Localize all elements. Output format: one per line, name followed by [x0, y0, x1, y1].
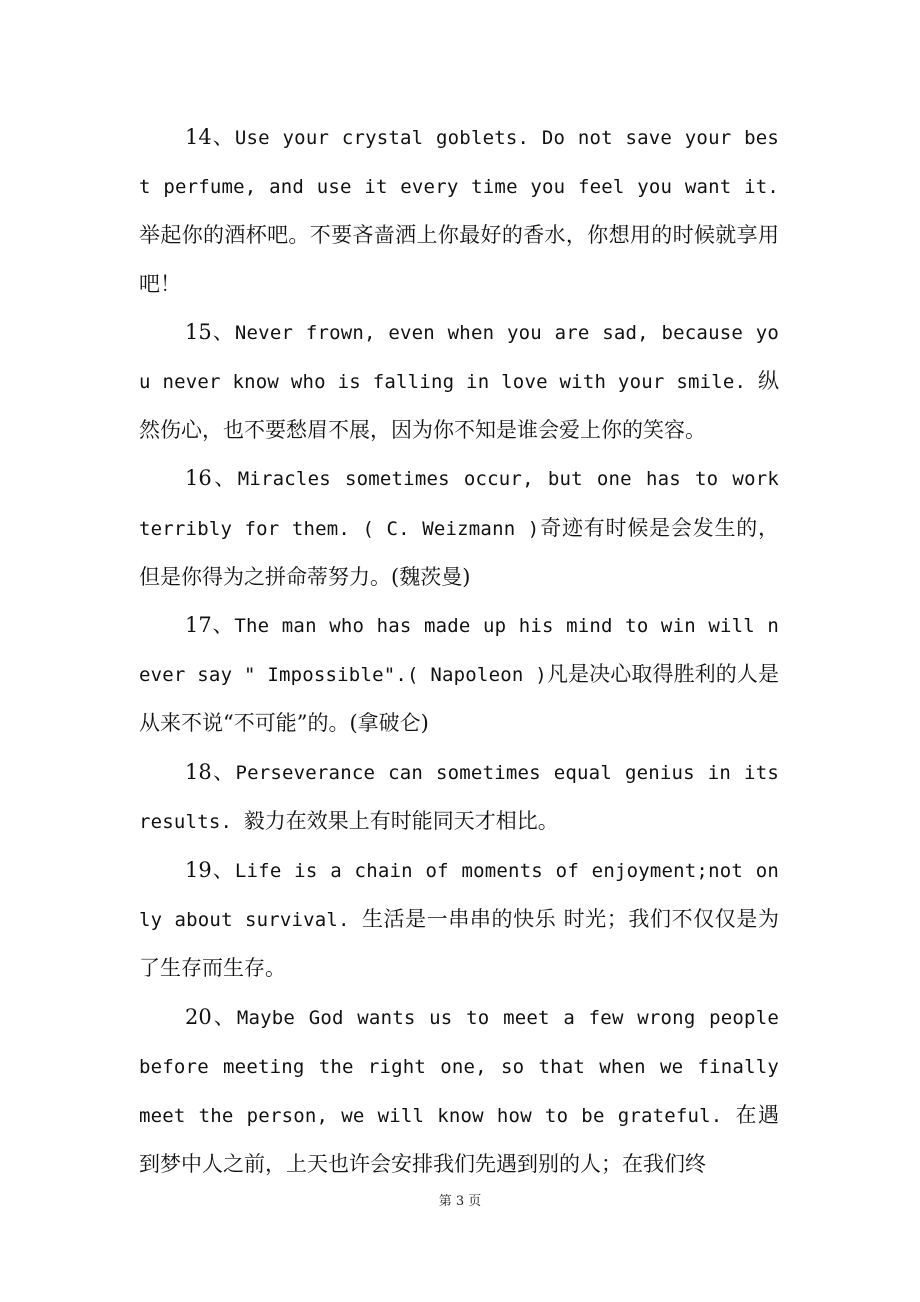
- english-text: Use your crystal goblets. Do not save your best perfume, and use it every time you feel you want it.: [139, 127, 779, 199]
- paragraph-15: [139, 308, 779, 455]
- paragraph-number: 16、: [185, 466, 238, 491]
- page-number-footer: 第 3 页: [438, 1194, 482, 1209]
- chinese-text: 毅力在效果上有时能同天才相比。: [243, 808, 559, 833]
- paragraph-number: 19、: [185, 858, 235, 883]
- paragraph-17: [139, 601, 779, 748]
- english-text: Maybe God wants us to meet a few wrong people before meeting the right one, so that when we finally meet the person, we will know how to be grateful.: [139, 1006, 779, 1128]
- english-text: Never frown, even when you are sad, because you never know who is falling in love with your smile.: [139, 321, 779, 394]
- chinese-text: 生活是一串串的快乐 时光；我们不仅仅是为了生存而生存。: [139, 907, 779, 981]
- paragraph-20: [139, 993, 779, 1189]
- chinese-text: 凡是决心取得胜利的人是从来不说“不可能”的。(拿破仑): [139, 662, 779, 736]
- english-text: Perseverance can sometimes equal genius in its results.: [139, 761, 779, 833]
- english-text: Miracles sometimes occur, but one has to work terribly for them. ( C. Weizmann ): [139, 468, 779, 540]
- paragraph-number: 14、: [185, 125, 235, 149]
- english-text: The man who has made up his mind to win will never say " Impossible".( Napoleon ): [139, 615, 779, 687]
- chinese-text: 在遇到梦中人之前，上天也许会安排我们先遇到别的人；在我们终: [139, 1103, 780, 1177]
- document-body: [139, 113, 779, 1188]
- paragraph-19: [139, 846, 779, 993]
- paragraph-number: 20、: [185, 1004, 237, 1029]
- chinese-text: 举起你的酒杯吧。不要吝啬洒上你最好的香水，你想用的时候就享用吧！: [139, 223, 779, 296]
- chinese-text: 纵然伤心，也不要愁眉不展，因为你不知是谁会爱上你的笑容。: [139, 369, 779, 443]
- paragraph-14: [139, 113, 779, 308]
- paragraph-number: 18、: [185, 759, 236, 784]
- paragraph-16: [139, 454, 779, 601]
- english-text: Life is a chain of moments of enjoyment;not only about survival.: [139, 860, 779, 932]
- paragraph-18: [139, 748, 779, 846]
- paragraph-number: 17、: [185, 613, 235, 638]
- paragraph-number: 15、: [185, 319, 235, 344]
- chinese-text: 奇迹有时候是会发生的，但是你得为之拼命蒂努力。(魏茨曼): [139, 515, 780, 589]
